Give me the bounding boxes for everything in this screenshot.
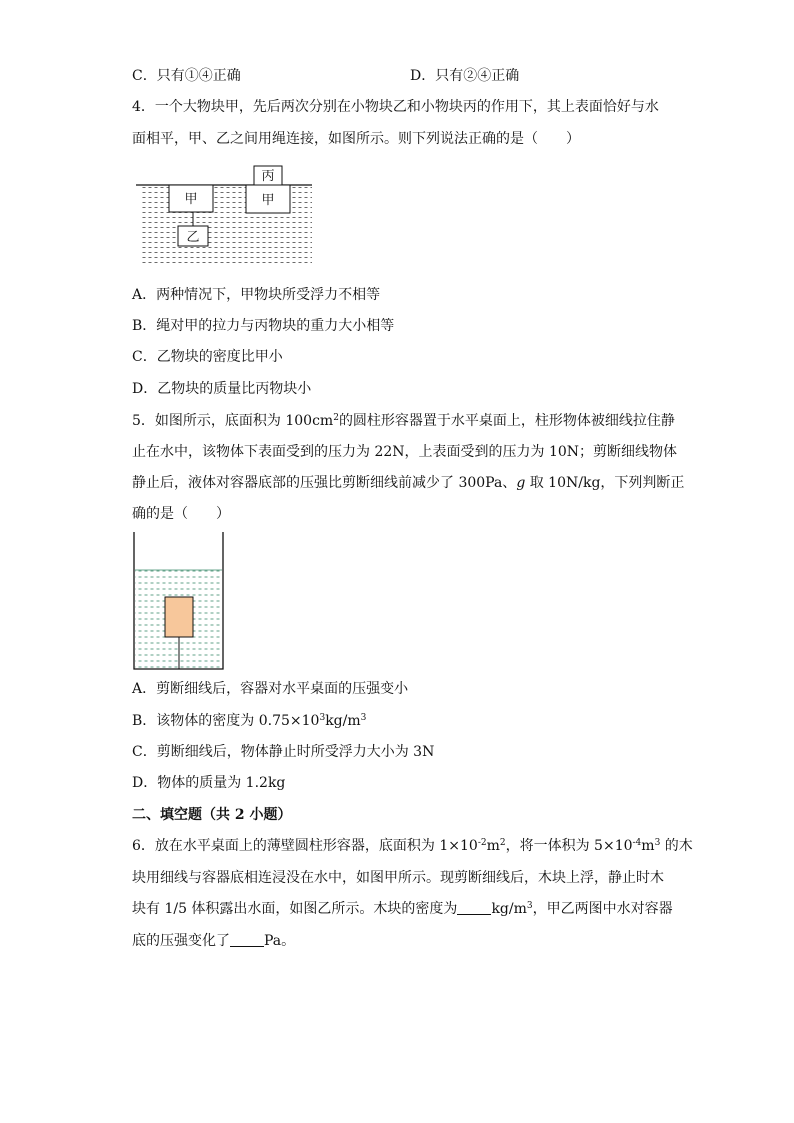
q4-label-jia-left: 甲 xyxy=(184,192,198,207)
q4-option-c: C．乙物块的密度比甲小 xyxy=(132,349,283,365)
q4-figure xyxy=(136,160,320,272)
q4-option-a: A．两种情况下，甲物块所受浮力不相等 xyxy=(132,287,381,303)
q5-option-d: D．物体的质量为 1.2kg xyxy=(132,775,286,791)
q5-stem-line3: 静止后，液体对容器底部的压强比剪断细线前减少了 300Pa、g 取 10N/kg，下列判断正 xyxy=(132,475,685,491)
q4-label-yi: 乙 xyxy=(186,230,200,245)
q5-stem-line4: 确的是（ ） xyxy=(132,506,230,522)
q6-blank-pressure[interactable] xyxy=(230,932,264,947)
q5-stem-line1: 5．如图所示，底面积为 $100cm^2$的圆柱形容器置于水平桌面上，柱形物体被细线拉住静 xyxy=(132,413,675,429)
q4-stem-line2: 面相平，甲、乙之间用绳连接，如图所示。则下列说法正确的是（ ） xyxy=(132,131,580,147)
q4-label-jia-right: 甲 xyxy=(261,193,275,208)
q5-option-a: A．剪断细线后，容器对水平桌面的压强变小 xyxy=(132,681,409,697)
q5-stem-line2: 止在水中，该物体下表面受到的压力为 22N，上表面受到的压力为 10N；剪断细线物体 xyxy=(132,444,678,460)
q6-line1: 6．放在水平桌面上的薄壁圆柱形容器，底面积为 $1\times 10^{-2}m^2$，将一体积为 $5\times 10^{-4}m^3$ 的木 xyxy=(132,838,693,854)
q4-option-b: B．绳对甲的拉力与丙物块的重力大小相等 xyxy=(132,318,395,334)
section-heading-fill-in: 二、填空题（共 2 小题） xyxy=(132,807,292,823)
q4-option-d: D．乙物块的质量比丙物块小 xyxy=(132,381,312,397)
q6-line3: 块有 1/5 体积露出水面，如图乙所示。木块的密度为 $kg/m^3$，甲乙两图中水对容器 xyxy=(132,901,673,917)
q4-stem-line1: 4．一个大物块甲，先后两次分别在小物块乙和小物块丙的作用下，其上表面恰好与水 xyxy=(132,99,659,115)
q5-block xyxy=(165,597,193,637)
q5-option-c: C．剪断细线后，物体静止时所受浮力大小为 3N xyxy=(132,744,435,760)
q6-line4: 底的压强变化了 Pa。 xyxy=(132,933,296,949)
q3-option-d: D．只有②④正确 xyxy=(410,68,520,84)
q5-figure xyxy=(132,532,226,672)
q3-option-c: C．只有①④正确 xyxy=(132,68,241,84)
q5-option-b: B．该物体的密度为 $0.75\times 10^3kg/m^3$ xyxy=(132,713,367,729)
q6-line2: 块用细线与容器底相连浸没在水中，如图甲所示。现剪断细线后，木块上浮，静止时木 xyxy=(132,870,664,886)
q4-label-bing: 丙 xyxy=(261,169,275,184)
q6-blank-density[interactable] xyxy=(457,900,491,915)
